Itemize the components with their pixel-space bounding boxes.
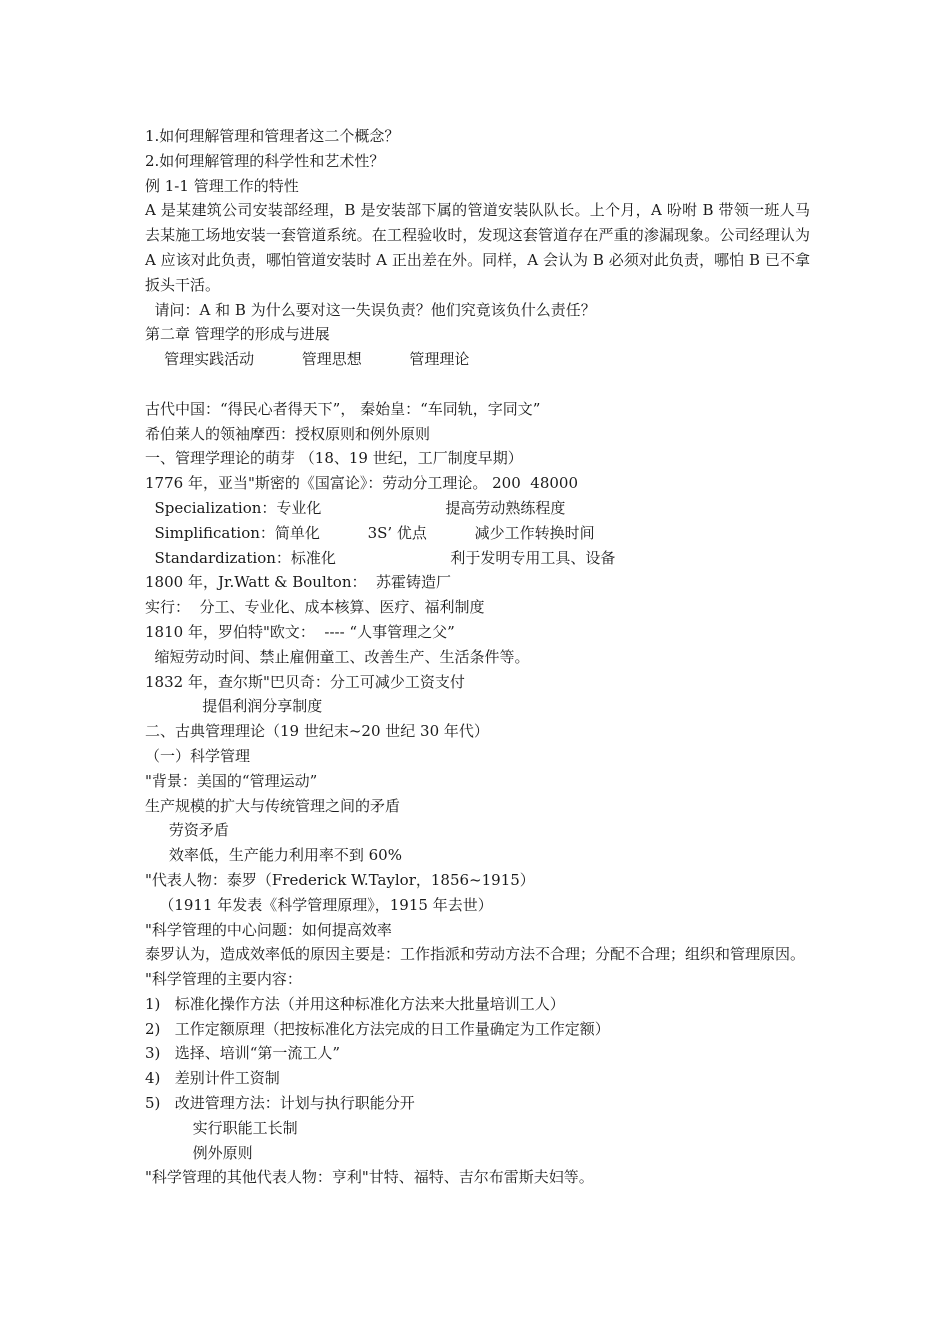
subsection-heading: （一）科学管理 (145, 746, 251, 765)
text-line: （1911 年发表《科学管理原理》，1915 年去世） (145, 895, 493, 914)
example-paragraph: A 是某建筑公司安装部经理，B 是安装部下属的管道安装队队长。上个月，A 吩咐 B 带领一班人马去某施工场地安装一套管道系统。在工程验收时，发现这套管道存在严重的渗漏现象。公司经理认为 A 应该对此负责，哪怕管道安装时 A 正出差在外。同样，A 会认为 B 必须对此负责，哪怕 B 已不拿扳头干活。 (145, 201, 810, 294)
text-line: 1800 年，Jr.Watt & Boulton： 苏霍铸造厂 (145, 573, 452, 592)
text-line: Standardization：标准化 利于发明专用工具、设备 (145, 548, 616, 567)
section-heading-1: 一、管理学理论的萌芽 （18、19 世纪，工厂制度早期） (145, 449, 523, 468)
list-item: 1) 标准化操作方法（并用这种标准化方法来大批量培训工人） (145, 994, 565, 1013)
text-line: 提倡利润分享制度 (145, 697, 323, 716)
list-item: 4) 差别计件工资制 (145, 1069, 280, 1088)
blank-line (145, 372, 810, 397)
text-line: "科学管理的其他代表人物：亨利"甘特、福特、吉尔布雷斯夫妇等。 (145, 1168, 594, 1187)
example-question: 请问：A 和 B 为什么要对这一失误负责？他们究竟该负什么责任？ (145, 300, 596, 319)
text-line: "科学管理的中心问题：如何提高效率 (145, 920, 392, 939)
text-line: Simplification：简单化 3S’ 优点 减少工作转换时间 (145, 523, 595, 542)
taylor-paragraph: 泰罗认为，造成效率低的原因主要是：工作指派和劳动方法不合理；分配不合理；组织和管理原因。 (145, 945, 806, 964)
example-heading: 例 1-1 管理工作的特性 (145, 176, 299, 195)
text-line: 1832 年，查尔斯"巴贝奇：分工可减少工资支付 (145, 672, 465, 691)
list-item: 3) 选择、培训“第一流工人” (145, 1044, 341, 1063)
list-item: 5) 改进管理方法：计划与执行职能分开 (145, 1094, 415, 1113)
chapter-heading: 第二章 管理学的形成与进展 (145, 325, 330, 344)
text-line: 效率低，生产能力利用率不到 60% (145, 846, 402, 865)
text-line: "科学管理的主要内容： (145, 970, 302, 989)
text-line: 例外原则 (145, 1143, 253, 1162)
text-line: 1810 年，罗伯特"欧文： ---- “人事管理之父” (145, 622, 455, 641)
text-line: 劳资矛盾 (145, 821, 229, 840)
text-line: 实行职能工长制 (145, 1118, 298, 1137)
document-body (145, 124, 810, 1190)
question-2: 2.如何理解管理的科学性和艺术性？ (145, 151, 385, 170)
text-line: "背景：美国的“管理运动” (145, 771, 318, 790)
text-line: 希伯莱人的领袖摩西：授权原则和例外原则 (145, 424, 431, 443)
question-1: 1.如何理解管理和管理者这二个概念？ (145, 127, 400, 145)
text-line: Specialization：专业化 提高劳动熟练程度 (145, 498, 566, 517)
text-line: 生产规模的扩大与传统管理之间的矛盾 (145, 796, 401, 815)
chapter-subtopics: 管理实践活动 管理思想 管理理论 (145, 350, 470, 369)
text-line: 实行： 分工、专业化、成本核算、医疗、福利制度 (145, 598, 485, 617)
text-line: 1776 年，亚当"斯密的《国富论》：劳动分工理论。 200 48000 (145, 474, 578, 493)
text-line: "代表人物：泰罗（Frederick W.Taylor，1856~1915） (145, 870, 535, 889)
text-line: 缩短劳动时间、禁止雇佣童工、改善生产、生活条件等。 (145, 647, 530, 666)
list-item: 2) 工作定额原理（把按标准化方法完成的日工作量确定为工作定额） (145, 1019, 610, 1038)
section-heading-2: 二、古典管理理论（19 世纪末~20 世纪 30 年代） (145, 722, 489, 741)
text-line: 古代中国：“得民心者得天下”， 秦始皇：“车同轨，字同文” (145, 399, 541, 418)
